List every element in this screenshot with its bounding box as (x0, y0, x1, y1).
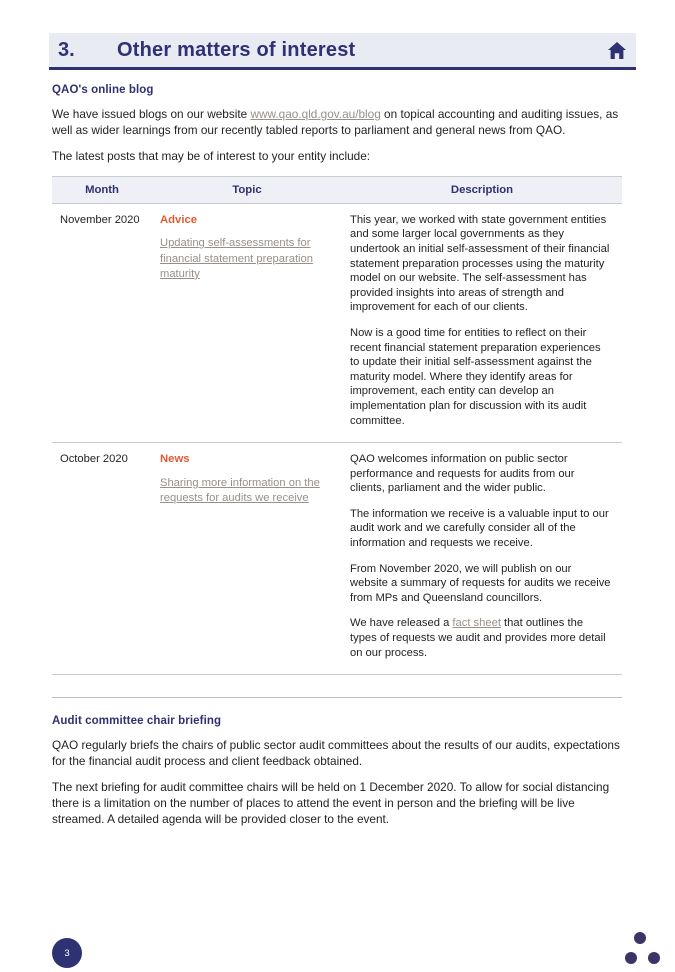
blog-intro-paragraph (52, 107, 630, 138)
section-divider (52, 697, 622, 698)
blog-posts-table (52, 176, 622, 675)
chapter-number: 3. (58, 38, 75, 61)
description-paragraph: The information we receive is a valuable input to our audit work and we carefully consider all of the information and requests we receive. (350, 507, 609, 550)
briefing-paragraph: QAO regularly briefs the chairs of public sector audit committees about the results of our audits, expectations for the financial audit process and client feedback obtained. (52, 738, 620, 768)
topic-kind-badge: News (160, 453, 190, 466)
description-paragraph: QAO welcomes information on public sector performance and requests for audits from our clients, parliament and the wider public. (350, 453, 575, 495)
description-paragraph: Now is a good time for entities to reflect on their recent financial statement preparation experiences to update their initial self-assessment against the maturity model. Where they identify areas for improvement, each entity can develop an implementation plan for discussion with its audit committee. (350, 326, 601, 427)
description-paragraph: From November 2020, we will publish on our website a summary of requests for audits we receive from MPs and Queensland councillors. (350, 562, 611, 604)
cell-topic (152, 443, 342, 675)
description-paragraph-with-link (350, 616, 612, 660)
chapter-header (49, 33, 636, 67)
cell-description (342, 203, 622, 442)
topic-link[interactable]: Updating self-assessments for financial statement preparation maturity (160, 237, 313, 280)
decorative-dot (648, 952, 660, 964)
table-header-row (52, 176, 622, 203)
qao-blog-link[interactable]: www.qao.qld.gov.au/blog (250, 107, 381, 121)
table-row (52, 203, 622, 442)
column-header-month: Month (52, 176, 152, 203)
cell-month: November 2020 (52, 203, 152, 442)
decorative-dot (625, 952, 637, 964)
column-header-description: Description (342, 176, 622, 203)
decorative-dot-cluster (625, 932, 671, 972)
decorative-dot (634, 932, 646, 944)
table-row (52, 443, 622, 675)
cell-topic (152, 203, 342, 442)
briefing-paragraph: The next briefing for audit committee chairs will be held on 1 December 2020. To allow for social distancing there is a limitation on the number of places to attend the event in person and the briefing will be live streamed. A detailed agenda will be provided closer to the event. (52, 780, 610, 826)
cell-month: October 2020 (52, 443, 152, 675)
blog-intro-before: We have issued blogs on our website (52, 107, 251, 121)
header-rule (49, 67, 636, 70)
page-number-badge: 3 (52, 938, 82, 968)
cell-description (342, 443, 622, 675)
topic-kind-badge: Advice (160, 213, 198, 226)
description-paragraph: This year, we worked with state government entities and some larger local governments as they undertook an initial self-assessment of their financial statement preparation processes using the maturity model on our website. The self-assessment has provided insights into areas of strength and improvement for each of our clients. (350, 213, 610, 314)
document-content (52, 84, 630, 838)
fact-sheet-after: that outlines the types of requests we audit and provides more detail on our process. (350, 617, 606, 659)
column-header-topic: Topic (152, 176, 342, 203)
briefing-section-heading: Audit committee chair briefing (52, 715, 222, 728)
fact-sheet-link[interactable]: fact sheet (452, 617, 501, 630)
fact-sheet-before: We have released a (350, 617, 453, 630)
blog-section-heading: QAO's online blog (52, 84, 154, 96)
blog-lead-in: The latest posts that may be of interest to your entity include: (52, 149, 371, 164)
home-icon[interactable] (606, 40, 628, 61)
topic-link[interactable]: Sharing more information on the requests for audits we receive (160, 476, 320, 504)
blog-intro-after: on topical accounting and auditing issues, as well as wider learnings from our recently tabled reports to parliament and general news from QAO. (52, 107, 619, 137)
page-title: Other matters of interest (117, 38, 356, 61)
